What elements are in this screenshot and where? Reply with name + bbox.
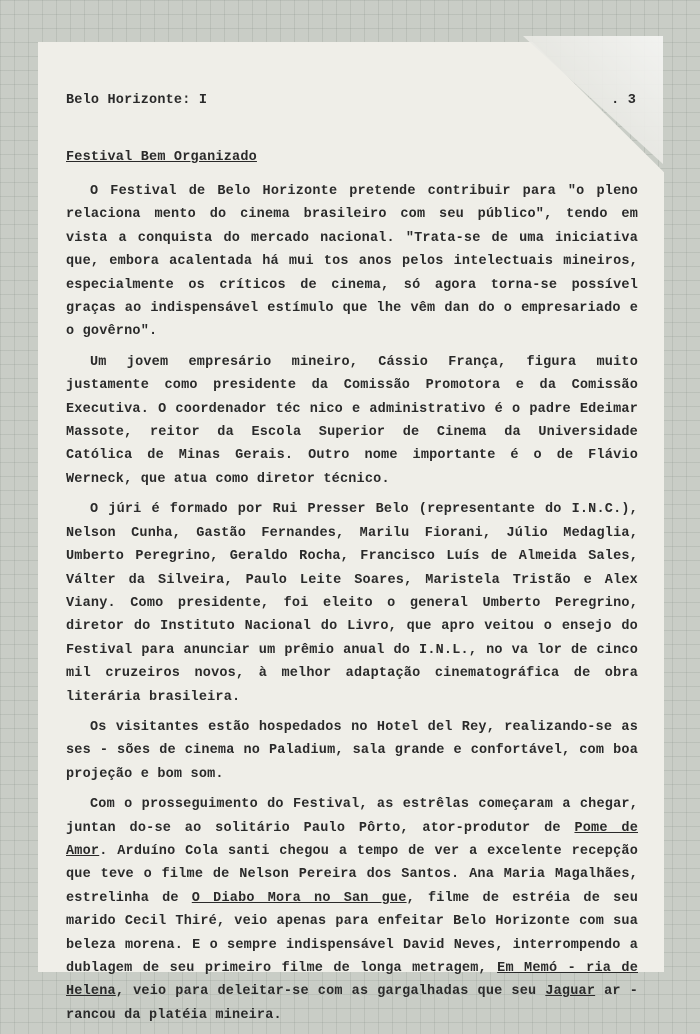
film-title: Jaguar — [545, 984, 596, 1000]
paragraph-text: , filme de estréia de seu marido Cecil Thiré, veio apenas para enfeitar Belo Horizonte com sua beleza morena. E o sempre indispensável David Neves, interrompendo a dublagem de seu primeiro filme de longa metragem, — [66, 890, 639, 976]
paragraph-text: ar - rancou da platéia mineira. — [66, 984, 638, 1023]
paragraph — [66, 793, 638, 1027]
paragraph-text: , veio para deleitar-se com as gargalhadas que seu — [115, 984, 546, 1000]
page-header — [66, 93, 636, 113]
page-number: . 3 — [611, 93, 636, 108]
paragraph-text: Com o prosseguimento do Festival, as estrêlas começaram a chegar, juntan do-se ao solitário Paulo Pôrto, ator-produtor de — [66, 797, 638, 836]
paragraph: O Festival de Belo Horizonte pretende contribuir para "o pleno relaciona mento do cinema brasileiro com seu público", tendo em vista a conquista do mercado nacional. "Trata-se de uma iniciativa que, embora acalentada há mui tos anos pelos intelectuais mineiros, especialmente os críticos de cinema, só agora torna-se possível graças ao indispensável estímulo que lhe vêm dan do o empresariado e o govêrno". — [66, 184, 638, 340]
film-title: Em Memó - ria de Helena — [66, 961, 638, 1000]
article-body — [66, 180, 638, 1034]
article-title: Festival Bem Organizado — [66, 150, 257, 165]
paragraph: O júri é formado por Rui Presser Belo (representante do I.N.C.), Nelson Cunha, Gastão Fernandes, Marilu Fiorani, Júlio Medaglia, Umberto Peregrino, Geraldo Rocha, Francisco Luís de Almeida Sales, Válter da Silveira, Paulo Leite Soares, Maristela Tristão e Alex Viany. Como presidente, foi eleito o general Umberto Peregrino, diretor do Instituto Nacional do Livro, que apro veitou o ensejo do Festival para anunciar um prêmio anual do I.N.L., no va lor de cinco mil cruzeiros novos, à melhor adaptação cinematográfica de obra literária brasileira. — [66, 502, 638, 705]
film-title: O Diabo Mora no San gue — [191, 890, 407, 906]
paragraph: Os visitantes estão hospedados no Hotel del Rey, realizando-se as ses - sões de cinema no Paladium, sala grande e confortável, com boa projeção e bom som. — [66, 719, 638, 782]
paragraph: Um jovem empresário mineiro, Cássio França, figura muito justamente como presidente da Comissão Promotora e da Comissão Executiva. O coordenador téc nico e administrativo é o padre Edeimar Massote, reitor da Escola Superior de Cinema da Universidade Católica de Minas Gerais. Outro nome importante é o de Flávio Werneck, que atua como diretor técnico. — [66, 354, 638, 487]
paragraph-text: . Arduíno Cola santi chegou a tempo de ver a excelente recepção que teve o filme de Nelson Pereira dos Santos. Ana Maria Magalhães, estrelinha de — [66, 843, 638, 906]
film-title: Pome de Amor — [66, 820, 639, 859]
header-location: Belo Horizonte: I — [66, 93, 208, 108]
